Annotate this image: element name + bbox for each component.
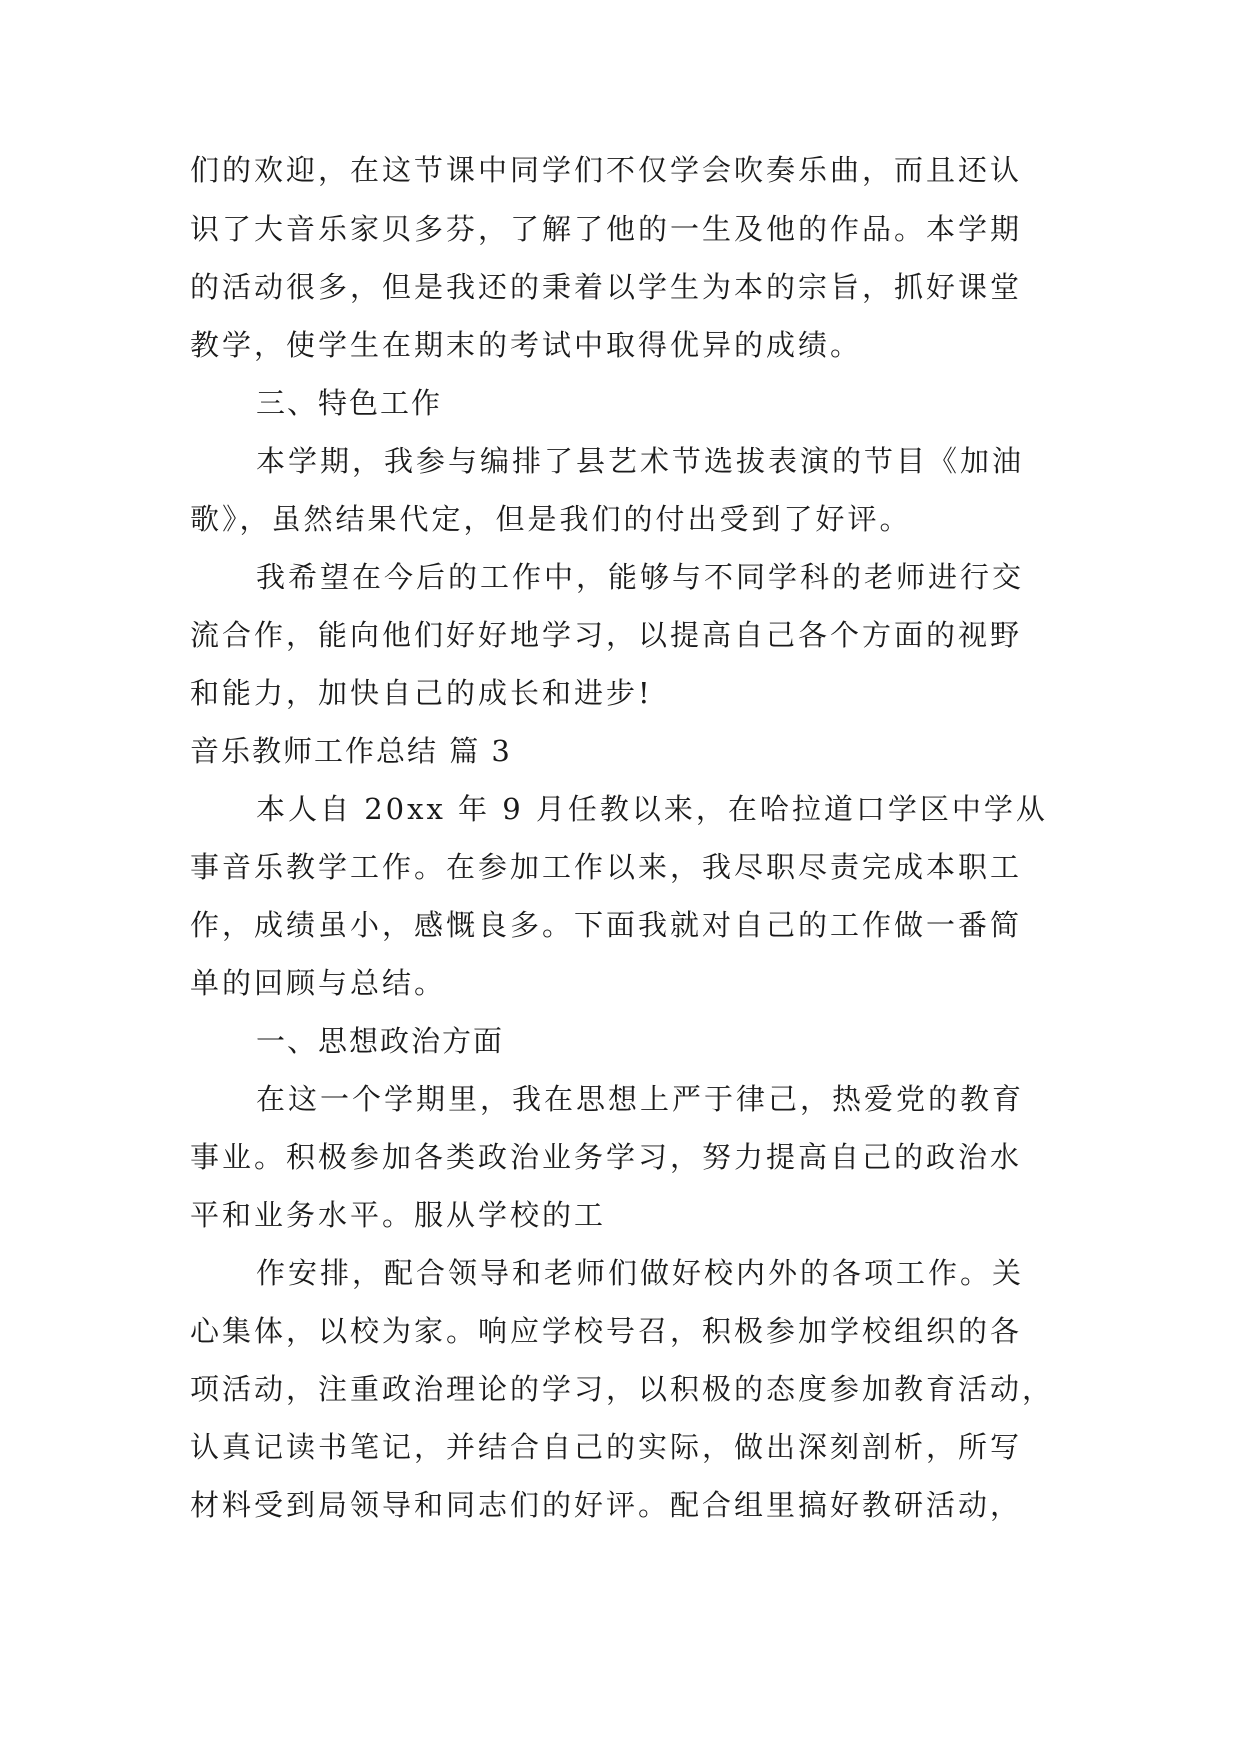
- paragraph-line: 本人自 20xx 年 9 月任教以来，在哈拉道口学区中学从: [256, 792, 1048, 826]
- paragraph-line: 教学，使学生在期末的考试中取得优异的成绩。: [190, 328, 863, 362]
- paragraph-line: 我希望在今后的工作中，能够与不同学科的老师进行交: [256, 560, 1025, 594]
- paragraph-line: 和能力，加快自己的成长和进步!: [190, 676, 653, 710]
- paragraph-line: 歌》，虽然结果代定，但是我们的付出受到了好评。: [190, 502, 912, 536]
- paragraph-line: 作，成绩虽小，感慨良多。下面我就对自己的工作做一番简: [190, 908, 1023, 942]
- section-heading: 三、特色工作: [256, 386, 443, 420]
- paragraph-line: 平和业务水平。服从学校的工: [190, 1198, 607, 1232]
- paragraph-line: 识了大音乐家贝多芬，了解了他的一生及他的作品。本学期: [190, 212, 1023, 246]
- paragraph-line: 们的欢迎，在这节课中同学们不仅学会吹奏乐曲，而且还认: [190, 153, 1023, 187]
- paragraph-line: 认真记读书笔记，并结合自己的实际，做出深刻剖析，所写: [190, 1430, 1023, 1464]
- paragraph-line: 作安排，配合领导和老师们做好校内外的各项工作。关: [256, 1256, 1025, 1290]
- paragraph-line: 本学期，我参与编排了县艺术节选拔表演的节目《加油: [256, 444, 1025, 478]
- paragraph-line: 心集体，以校为家。响应学校号召，积极参加学校组织的各: [190, 1314, 1023, 1348]
- section-heading: 一、思想政治方面: [256, 1024, 505, 1058]
- article-title: 音乐教师工作总结 篇 3: [190, 734, 512, 768]
- paragraph-line: 材料受到局领导和同志们的好评。配合组里搞好教研活动，: [190, 1488, 1023, 1522]
- paragraph-line: 单的回顾与总结。: [190, 966, 447, 1000]
- paragraph-line: 的活动很多，但是我还的秉着以学生为本的宗旨，抓好课堂: [190, 270, 1023, 304]
- paragraph-line: 流合作，能向他们好好地学习，以提高自己各个方面的视野: [190, 618, 1023, 652]
- paragraph-line: 事音乐教学工作。在参加工作以来，我尽职尽责完成本职工: [190, 850, 1023, 884]
- paragraph-line: 项活动，注重政治理论的学习，以积极的态度参加教育活动，: [190, 1372, 1055, 1406]
- paragraph-line: 在这一个学期里，我在思想上严于律己，热爱党的教育: [256, 1082, 1025, 1116]
- paragraph-line: 事业。积极参加各类政治业务学习，努力提高自己的政治水: [190, 1140, 1023, 1174]
